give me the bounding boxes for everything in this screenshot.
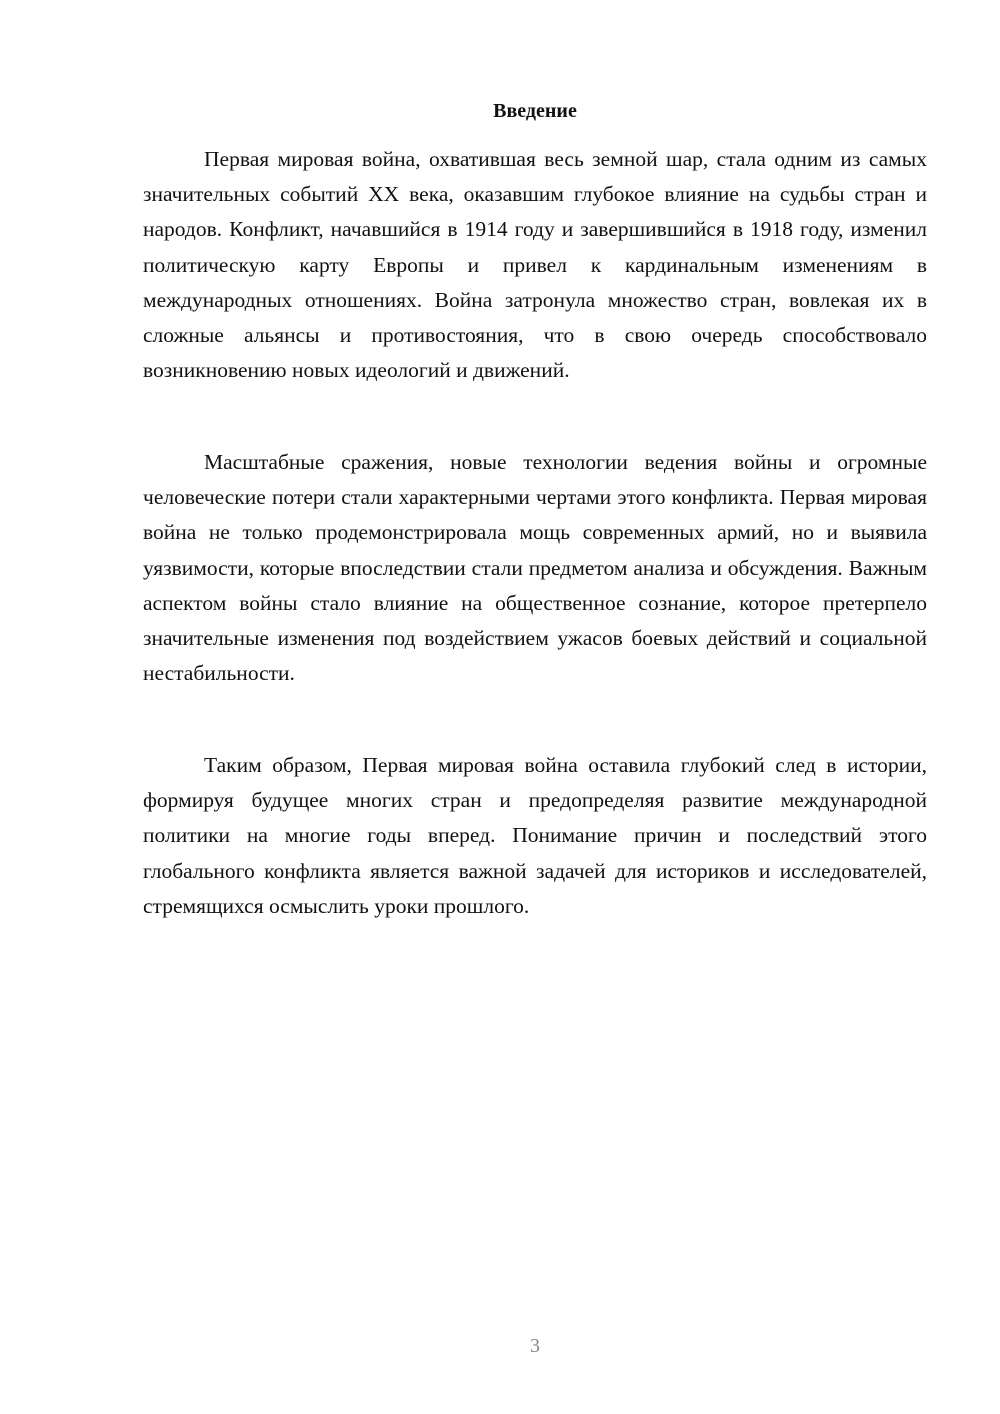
page-number: 3 bbox=[530, 1335, 540, 1357]
paragraph-2: Масштабные сражения, новые технологии ведения войны и огромные человеческие потери стали характерными чертами этого конфликта. Первая мировая война не только продемонстрировала мощь современных армий, но и выявила уязвимости, которые впоследствии стали предметом анализа и обсуждения. Важным аспектом войны стало влияние на общественное сознание, которое претерпело значительные изменения под воздействием ужасов боевых действий и социальной нестабильности. bbox=[143, 450, 927, 686]
section-title: Введение bbox=[493, 100, 577, 122]
paragraph-3: Таким образом, Первая мировая война оставила глубокий след в истории, формируя будущее многих стран и предопределяя развитие международной политики на многие годы вперед. Понимание причин и последствий этого глобального конфликта является важной задачей для историков и исследователей, стремящихся осмыслить уроки прошлого. bbox=[143, 753, 927, 918]
paragraph-1: Первая мировая война, охватившая весь земной шар, стала одним из самых значительных событий XX века, оказавшим глубокое влияние на судьбы стран и народов. Конфликт, начавшийся в 1914 году и завершившийся в 1918 году, изменил политическую карту Европы и привел к кардинальным изменениям в международных отношениях. Война затронула множество стран, вовлекая их в сложные альянсы и противостояния, что в свою очередь способствовало возникновению новых идеологий и движений. bbox=[143, 147, 927, 383]
